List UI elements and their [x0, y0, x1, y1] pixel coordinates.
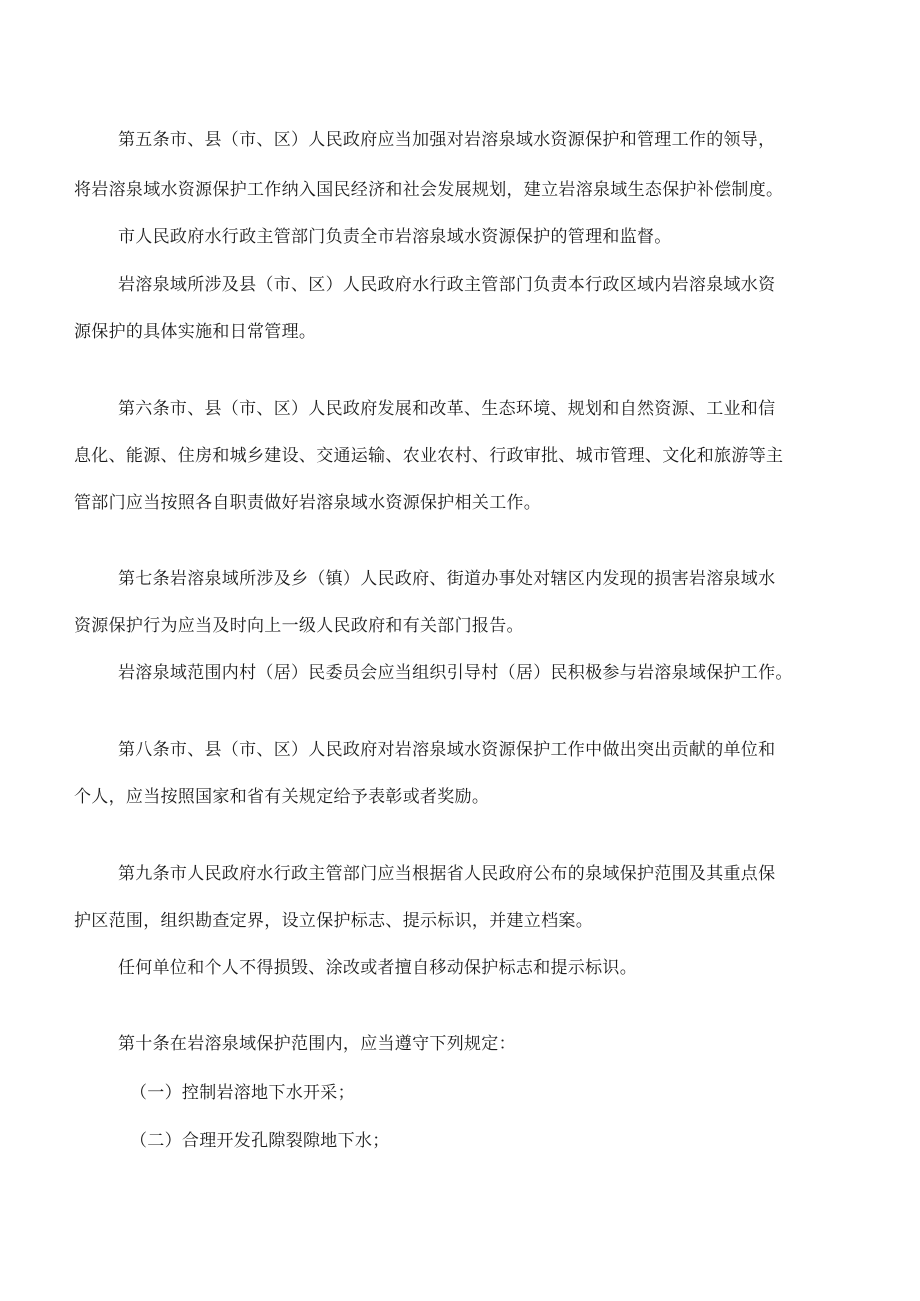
article-8-line-2: 个人，应当按照国家和省有关规定给予表彰或者奖励。	[74, 787, 490, 807]
article-5-para-3-line-2: 源保护的具体实施和日常管理。	[74, 322, 317, 342]
article-8-line-1: 第八条市、县（市、区）人民政府对岩溶泉域水资源保护工作中做出突出贡献的单位和	[118, 740, 776, 760]
article-7-line-2: 资源保护行为应当及时向上一级人民政府和有关部门报告。	[74, 616, 524, 636]
article-9-line-1: 第九条市人民政府水行政主管部门应当根据省人民政府公布的泉域保护范围及其重点保	[118, 864, 776, 884]
article-10-item-1: （一）控制岩溶地下水开采；	[130, 1083, 355, 1103]
article-5-para-3-line-1: 岩溶泉域所涉及县（市、区）人民政府水行政主管部门负责本行政区域内岩溶泉域水资	[118, 275, 776, 295]
article-6-line-2: 息化、能源、住房和城乡建设、交通运输、农业农村、行政审批、城市管理、文化和旅游等主	[74, 446, 784, 466]
article-10-intro: 第十条在岩溶泉域保护范围内，应当遵守下列规定：	[118, 1034, 516, 1054]
article-9-line-2: 护区范围，组织勘查定界，设立保护标志、提示标识，并建立档案。	[74, 911, 593, 931]
article-9-para-2: 任何单位和个人不得损毁、涂改或者擅自移动保护标志和提示标识。	[118, 958, 637, 978]
article-7-para-2: 岩溶泉域范围内村（居）民委员会应当组织引导村（居）民积极参与岩溶泉域保护工作。	[118, 663, 793, 683]
article-5-para-2: 市人民政府水行政主管部门负责全市岩溶泉域水资源保护的管理和监督。	[118, 227, 672, 247]
article-6-line-1: 第六条市、县（市、区）人民政府发展和改革、生态环境、规划和自然资源、工业和信	[118, 399, 776, 419]
article-5-line-1: 第五条市、县（市、区）人民政府应当加强对岩溶泉域水资源保护和管理工作的领导，	[118, 130, 776, 150]
article-7-line-1: 第七条岩溶泉域所涉及乡（镇）人民政府、街道办事处对辖区内发现的损害岩溶泉域水	[118, 569, 776, 589]
article-5-line-2: 将岩溶泉域水资源保护工作纳入国民经济和社会发展规划，建立岩溶泉域生态保护补偿制度。	[74, 180, 784, 200]
article-6-line-3: 管部门应当按照各自职责做好岩溶泉域水资源保护相关工作。	[74, 493, 542, 513]
article-10-item-2: （二）合理开发孔隙裂隙地下水；	[130, 1131, 390, 1151]
